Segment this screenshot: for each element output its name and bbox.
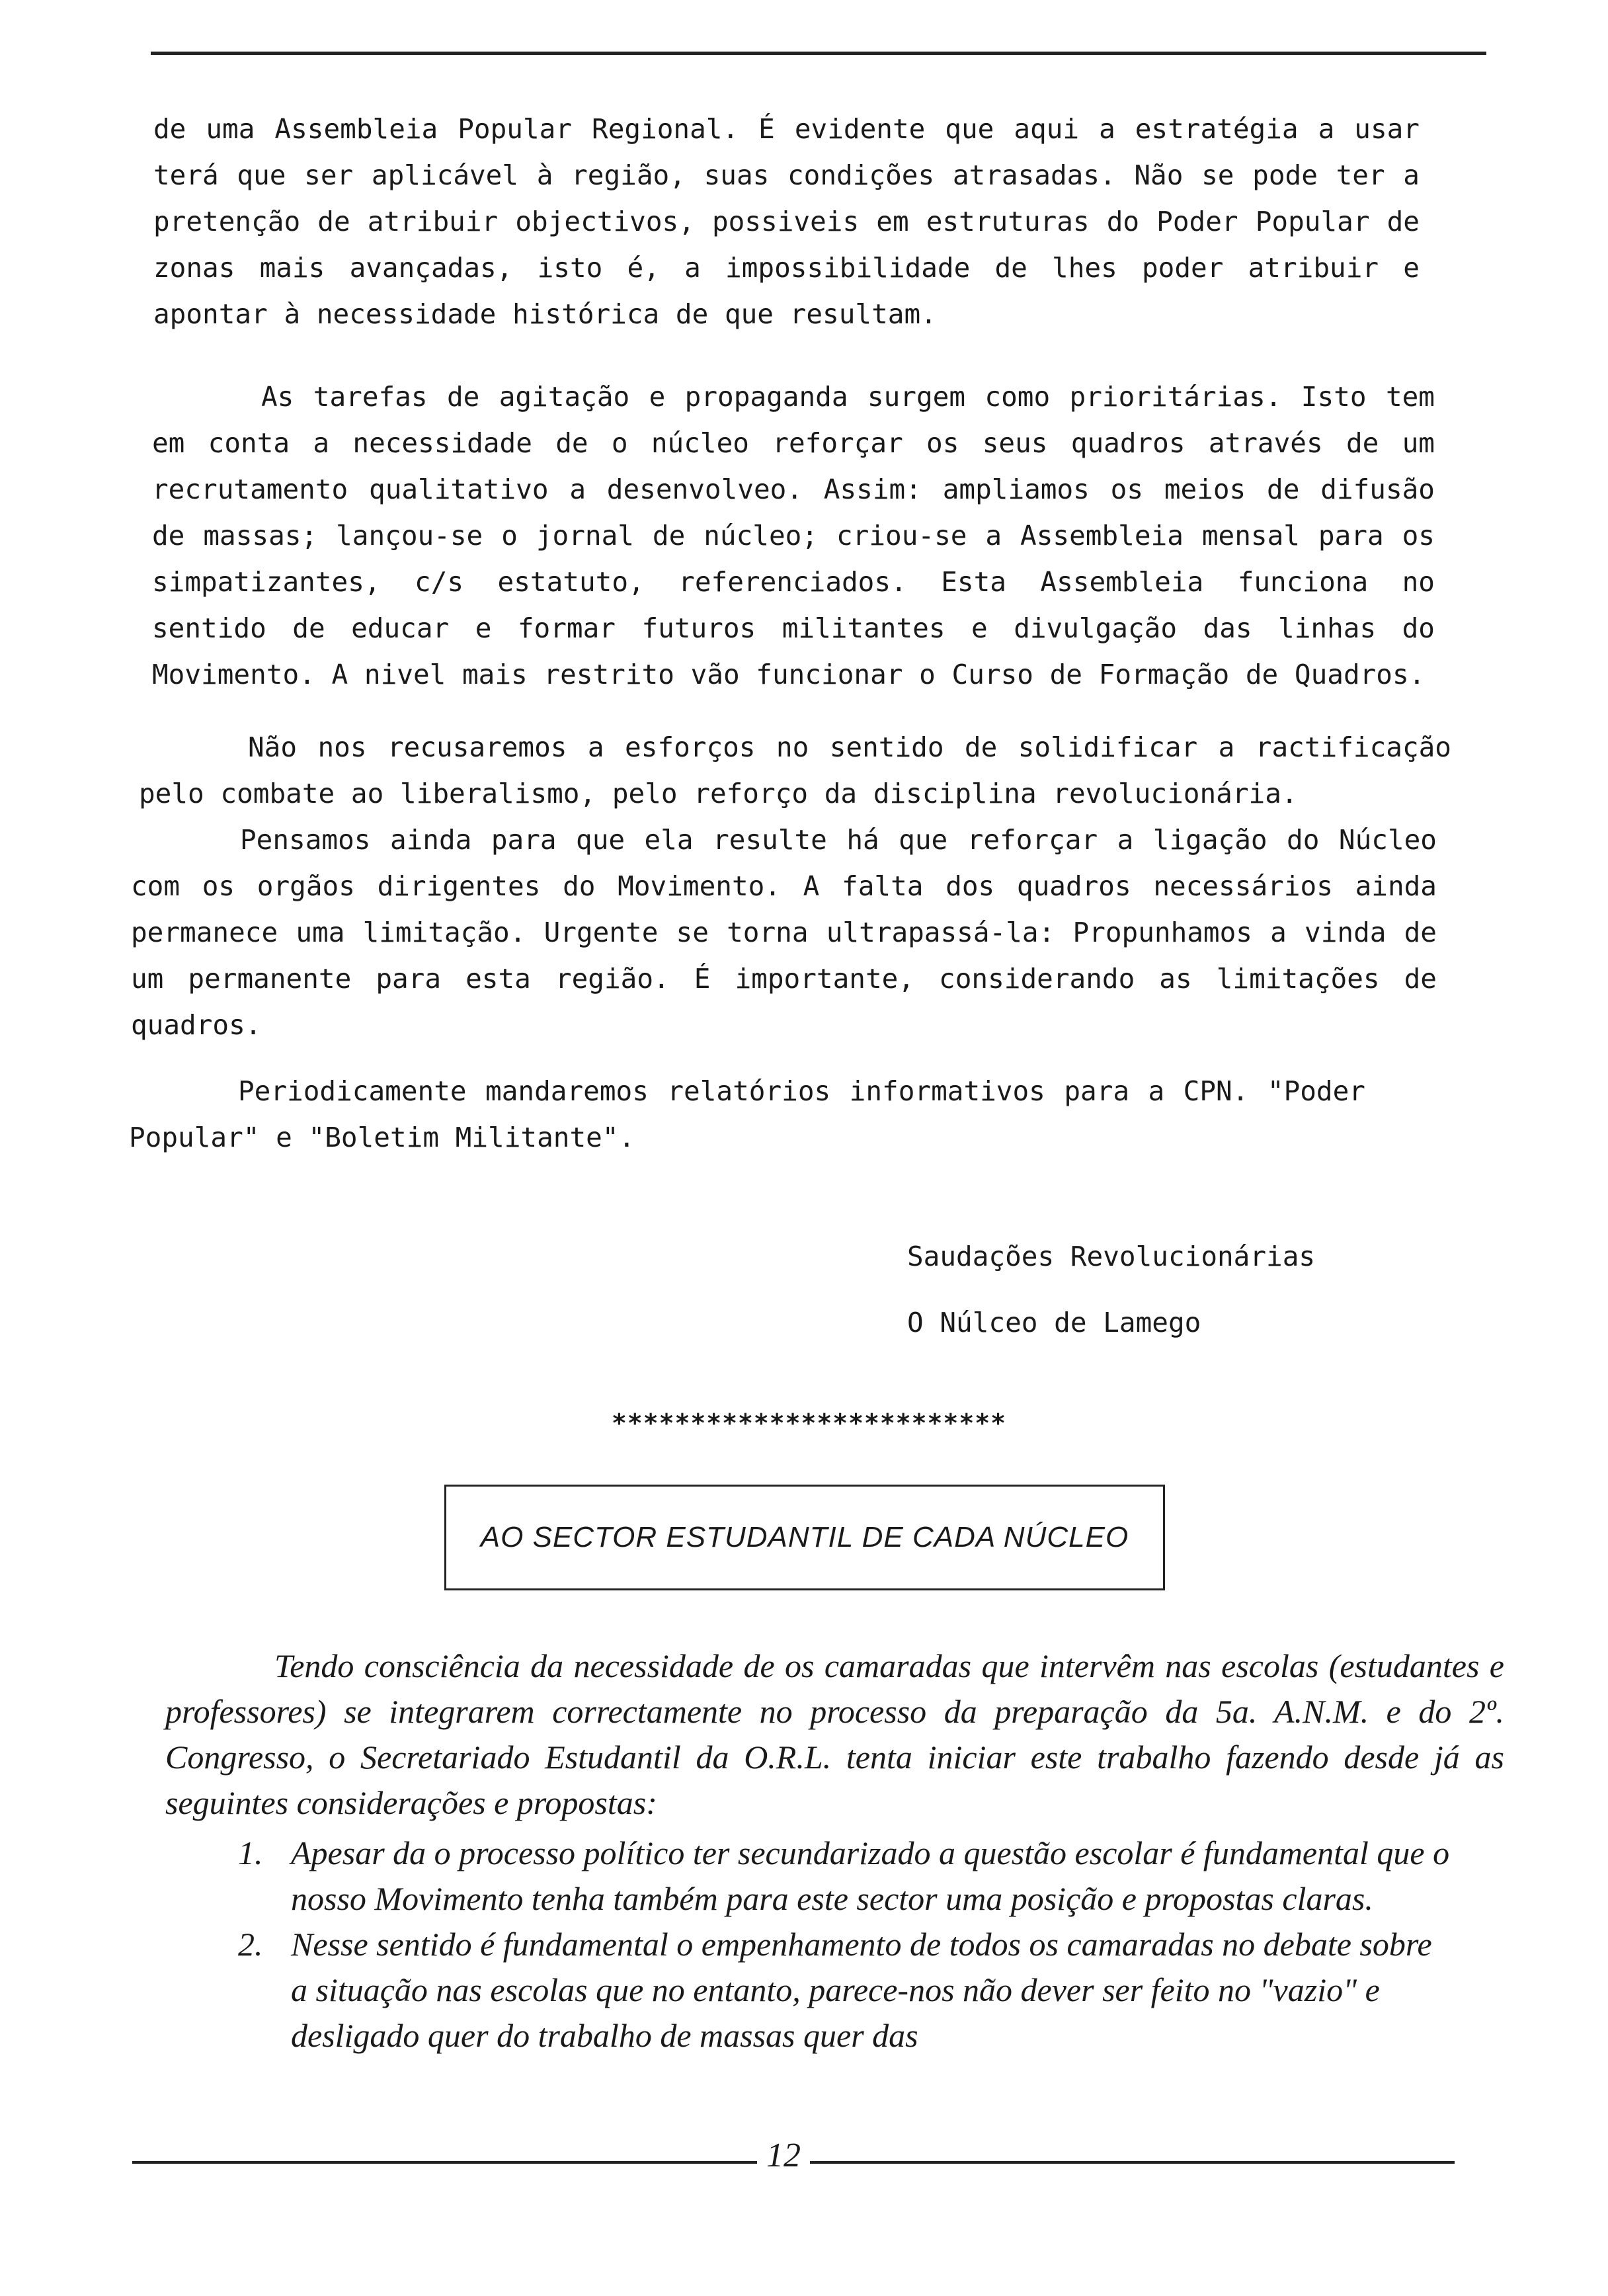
report-paragraph-1: de uma Assembleia Popular Regional. É evidente que aqui a estratégia a usar terá que ser aplicável à região, suas condições atrasadas. Não se pode ter a pretenção de atribuir objectivos, possiveis em estruturas do Poder Popular de zonas mais avançadas, isto é, a impossibilidade de lhes poder atribuir e apontar à necessidade histórica de que resultam.	[153, 113, 1420, 330]
proposal-list	[238, 1830, 1455, 2059]
proposal-number: 1.	[238, 1834, 263, 1871]
report-paragraph-3: Não nos recusaremos a esforços no sentido de solidificar a ractificação pelo combate ao liberalismo, pelo reforço da disciplina revolucionária.	[139, 731, 1451, 809]
proposal-text: Nesse sentido é fundamental o empenhamento de todos os camaradas no debate sobre a situação nas escolas que no entanto, parece-nos não dever ser feito no "vazio" e desligado quer do trabalho de massas quer das	[291, 1926, 1432, 2054]
signature: O Núlceo de Lamego	[907, 1307, 1201, 1338]
section-title: AO SECTOR ESTUDANTIL DE CADA NÚCLEO	[480, 1521, 1129, 1553]
proposal-item	[238, 1922, 1455, 2059]
report-paragraph-4: Pensamos ainda para que ela resulte há que reforçar a ligação do Núcleo com os orgãos dirigentes do Movimento. A falta dos quadros necessários ainda permanece uma limitação. Urgente se torna ultrapassá-la: Propunhamos a vinda de um permanente para esta região. É importante, considerando as limitações de quadros.	[131, 824, 1437, 1041]
star-separator: *************************	[612, 1409, 1006, 1438]
proposal-text: Apesar da o processo político ter secundarizado a questão escolar é fundamental que o nosso Movimento tenha também para este sector uma posição e propostas claras.	[291, 1834, 1450, 1917]
page-number: 12	[757, 2136, 810, 2175]
section-title-box	[444, 1485, 1165, 1590]
closing-salutation: Saudações Revolucionárias	[907, 1241, 1316, 1272]
section-intro: Tendo consciência da necessidade de os camaradas que intervêm nas escolas (estudantes e professores) se integrarem correctamente no processo da preparação da 5a. A.N.M. e do 2º. Congresso, o Secretariado Estudantil da O.R.L. tenta iniciar este trabalho fazendo desde já as seguintes considerações e propostas:	[165, 1647, 1504, 1821]
report-paragraph-2: As tarefas de agitação e propaganda surgem como prioritárias. Isto tem em conta a necessidade de o núcleo reforçar os seus quadros através de um recrutamento qualitativo a desenvolveo. Assim: ampliamos os meios de difusão de massas; lançou-se o jornal de núcleo; criou-se a Assembleia mensal para os simpatizantes, c/s estatuto, referenciados. Esta Assembleia funciona no sentido de educar e formar futuros militantes e divulgação das linhas do Movimento. A nivel mais restrito vão funcionar o Curso de Formação de Quadros.	[152, 381, 1435, 690]
proposal-number: 2.	[238, 1926, 263, 1963]
top-rule	[151, 52, 1486, 55]
proposal-item	[238, 1830, 1455, 1922]
report-paragraph-5: Periodicamente mandaremos relatórios informativos para a CPN. "Poder Popular" e "Boletim Militante".	[129, 1075, 1365, 1153]
